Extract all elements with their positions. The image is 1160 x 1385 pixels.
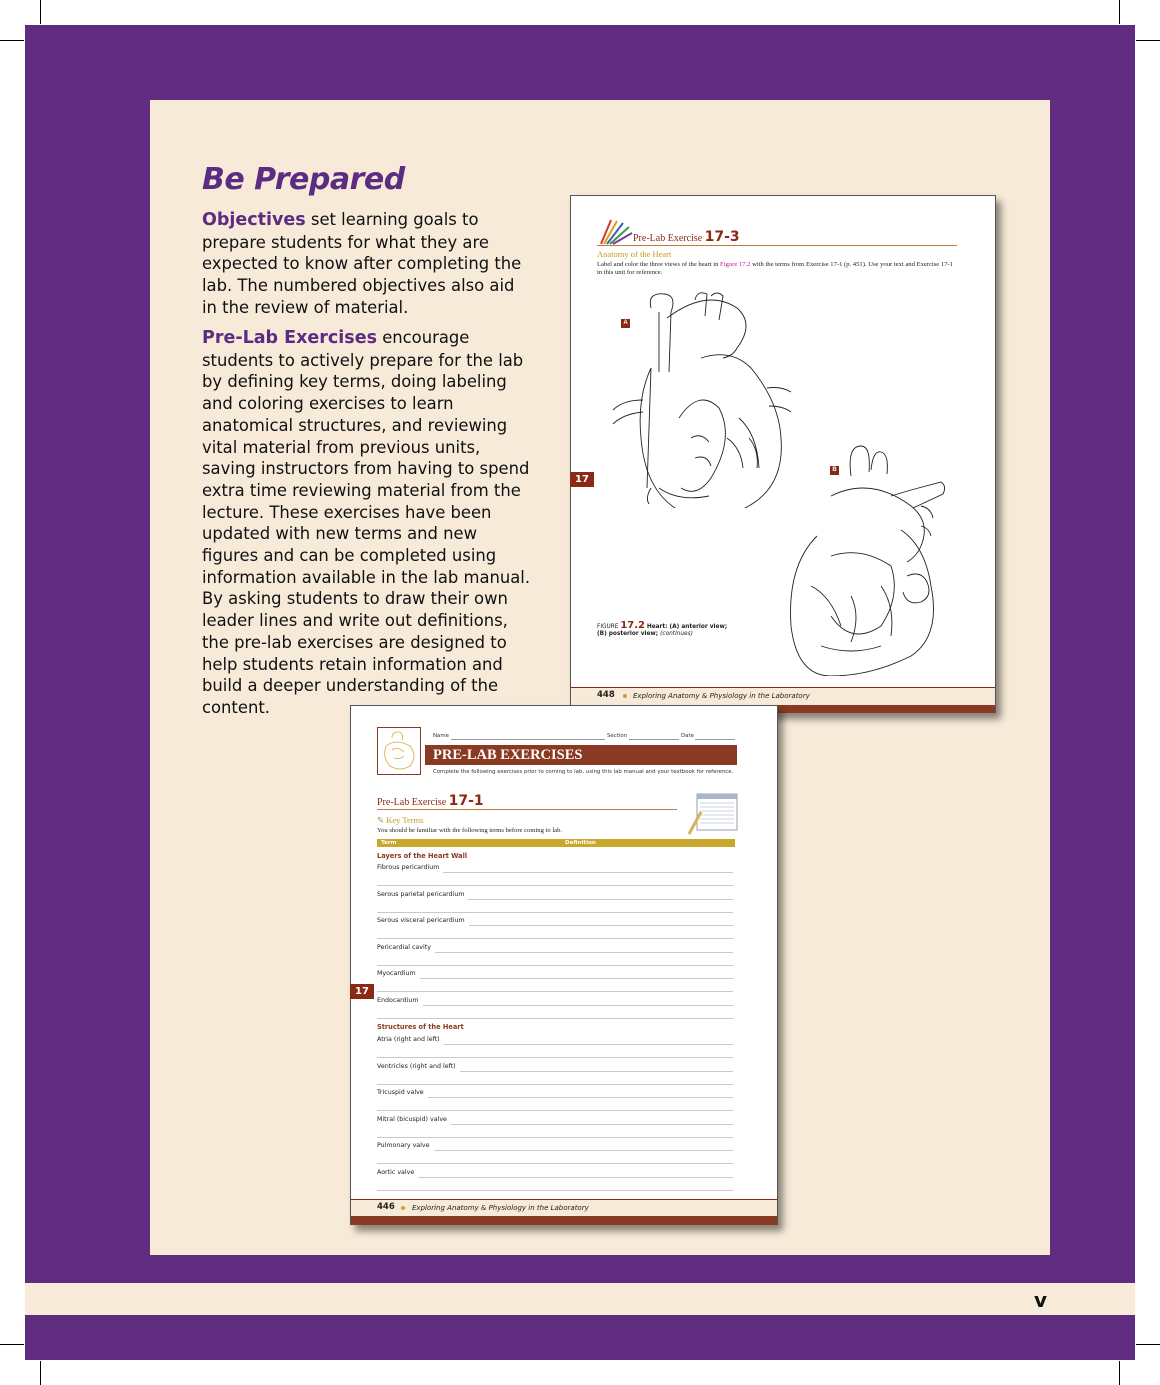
definition-line[interactable] <box>377 991 733 992</box>
page-title: Be Prepared <box>202 162 405 197</box>
term-label: Mitral (bicuspid) valve <box>377 1115 447 1123</box>
footer-page-number: 448 <box>597 690 615 700</box>
view-label-b: B <box>830 466 839 475</box>
figure-caption: FIGURE 17.2 Heart: (A) anterior view; (B) posterior view; (continues) <box>597 620 728 637</box>
prelab-paragraph <box>202 327 532 719</box>
definition-line[interactable] <box>377 1057 733 1058</box>
definition-line[interactable] <box>377 1084 733 1085</box>
prelab-instructions: Complete the following exercises prior to coming to lab, using this lab manual and your textbook for reference. <box>433 769 734 775</box>
term-label: Ventricles (right and left) <box>377 1062 456 1070</box>
definition-line[interactable] <box>423 1005 734 1006</box>
colored-pencils-icon <box>597 218 633 246</box>
crop-mark <box>1119 0 1120 24</box>
name-field[interactable] <box>451 739 605 740</box>
exercise-subtitle: ✎ Key Terms <box>377 815 424 825</box>
heart-sketch-icon <box>378 728 420 774</box>
table-header <box>377 839 735 847</box>
column-term: Term <box>381 840 397 846</box>
crop-mark <box>1136 40 1160 41</box>
sample-page-446 <box>350 705 778 1225</box>
footer-book-title: Exploring Anatomy & Physiology in the Laboratory <box>412 1204 589 1212</box>
pencil-icon: ✎ <box>377 815 385 825</box>
definition-line[interactable] <box>468 899 733 900</box>
exercise-header <box>377 793 484 809</box>
exercise-label: Pre-Lab Exercise <box>377 797 447 808</box>
definition-line[interactable] <box>377 1110 733 1111</box>
crop-mark <box>40 1361 41 1385</box>
exercise-number: 17-3 <box>704 229 740 245</box>
definition-line[interactable] <box>418 1177 733 1178</box>
header-rule <box>597 245 957 246</box>
section-heading-layers: Layers of the Heart Wall <box>377 852 468 860</box>
page-number: v <box>1034 1288 1048 1312</box>
exercise-instructions: Label and color the three views of the heart in Figure 17.2 with the terms from Exercise 17-1 (p. 451). Use your text and Exercise 17-1 in this unit for reference. <box>597 261 953 276</box>
sample-page-448 <box>570 195 996 713</box>
exercise-label: Pre-Lab Exercise <box>633 233 703 244</box>
header-rule <box>377 809 677 810</box>
objectives-paragraph <box>202 209 532 319</box>
prelab-title-bar: PRE-LAB EXERCISES <box>425 745 737 765</box>
definition-line[interactable] <box>469 925 733 926</box>
definition-line[interactable] <box>377 965 733 966</box>
prelab-lead: Pre-Lab Exercises <box>202 328 377 348</box>
definition-line[interactable] <box>377 885 733 886</box>
objectives-lead: Objectives <box>202 210 306 230</box>
definition-line[interactable] <box>377 1190 733 1191</box>
crop-mark <box>40 0 41 24</box>
section-label: Section <box>607 733 628 739</box>
term-label: Pericardial cavity <box>377 943 431 951</box>
term-label: Tricuspid valve <box>377 1089 424 1097</box>
chapter-tab: 17 <box>350 984 374 999</box>
objectives-text: set learning goals to prepare students for what they are expected to know after completing the lab. The numbered objectives also aid in the review of material. <box>202 210 522 317</box>
term-label: Aortic valve <box>377 1169 415 1176</box>
footer-page-number: 446 <box>377 1202 395 1212</box>
exercise-number: 17-1 <box>448 793 484 809</box>
heart-thumbnail <box>377 727 421 775</box>
term-label: Fibrous pericardium <box>377 864 440 871</box>
page-footer <box>571 687 995 706</box>
definition-line[interactable] <box>377 1137 733 1138</box>
cream-strip <box>25 1283 1135 1315</box>
term-label: Endocardium <box>377 997 419 1004</box>
term-label: Serous visceral pericardium <box>377 917 465 925</box>
section-heading-structures: Structures of the Heart <box>377 1023 464 1031</box>
exercise-header <box>633 229 740 245</box>
definition-line[interactable] <box>460 1071 733 1072</box>
exercise-instructions: You should be familiar with the following terms before coming to lab. <box>377 827 563 834</box>
purple-bottom-band <box>25 1315 1135 1360</box>
figure-link[interactable]: Figure 17.2 <box>720 261 751 268</box>
worksheet-pencil-icon <box>687 792 739 836</box>
column-definition: Definition <box>565 840 596 846</box>
prelab-text: encourage students to actively prepare for the lab by defining key terms, doing labeling and coloring exercises to learn anatomical structures, and reviewing vital material from previous units, saving instructors from having to spend extra time reviewing material from the lecture. These exercises have been updated with new terms and new figures and can be completed using information available in the lab manual. By asking students to draw their own leader lines and write out definitions, the pre-lab exercises are designed to help students retain information and build a deeper understanding of the content. <box>202 328 531 717</box>
view-label-a: A <box>621 319 630 328</box>
page-footer <box>351 1199 777 1217</box>
definition-line[interactable] <box>435 952 733 953</box>
definition-line[interactable] <box>434 1150 733 1151</box>
definition-line[interactable] <box>377 1163 733 1164</box>
term-label: Pulmonary valve <box>377 1142 430 1150</box>
crop-mark <box>1119 1361 1120 1385</box>
date-label: Date <box>681 733 694 739</box>
definition-line[interactable] <box>420 978 733 979</box>
definition-line[interactable] <box>443 872 733 873</box>
definition-line[interactable] <box>451 1124 733 1125</box>
exercise-subtitle: Anatomy of the Heart <box>597 249 672 259</box>
footer-dot <box>623 694 627 698</box>
section-field[interactable] <box>629 739 679 740</box>
term-label: Serous parietal pericardium <box>377 890 465 898</box>
crop-mark <box>0 40 24 41</box>
footer-book-title: Exploring Anatomy & Physiology in the Laboratory <box>633 692 810 700</box>
crop-mark <box>0 1344 24 1345</box>
definition-line[interactable] <box>428 1097 733 1098</box>
heart-anterior-illustration <box>599 288 799 508</box>
date-field[interactable] <box>695 739 735 740</box>
term-label: Myocardium <box>377 970 416 978</box>
definition-line[interactable] <box>444 1044 733 1045</box>
heart-posterior-illustration <box>771 436 946 676</box>
chapter-tab: 17 <box>570 472 594 487</box>
name-label: Name <box>433 733 449 739</box>
footer-band <box>351 1216 777 1225</box>
definition-line[interactable] <box>377 1018 733 1019</box>
definition-line[interactable] <box>377 938 733 939</box>
definition-line[interactable] <box>377 912 733 913</box>
term-label: Atria (right and left) <box>377 1036 440 1043</box>
crop-mark <box>1136 1344 1160 1345</box>
footer-dot <box>401 1206 405 1210</box>
